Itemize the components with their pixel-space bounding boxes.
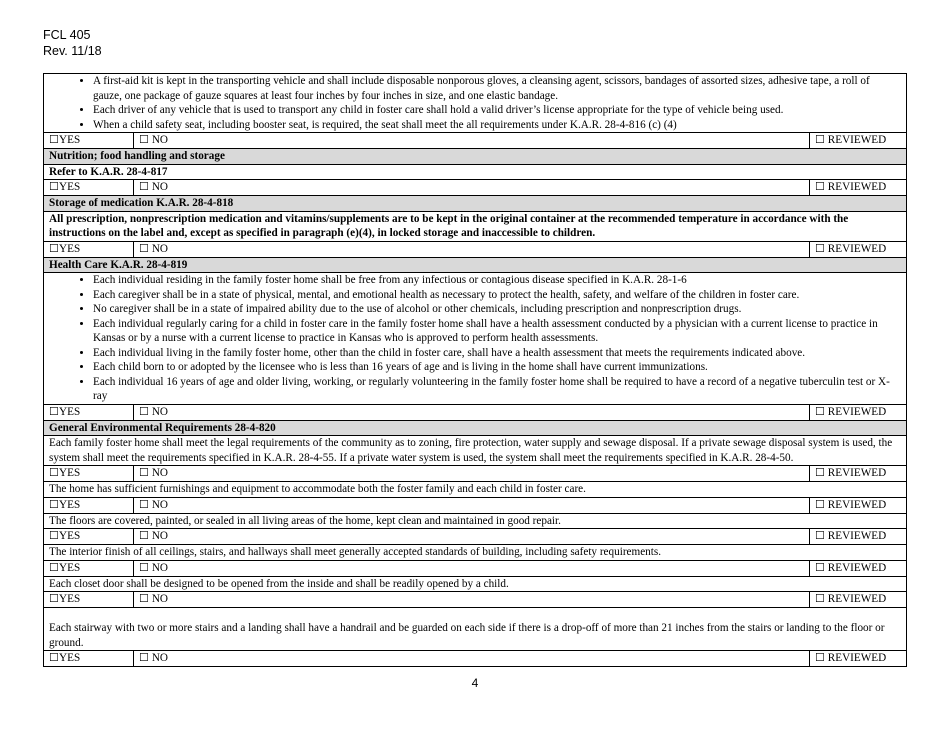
answer-row-health [44, 404, 907, 420]
form-revision: Rev. 11/18 [43, 44, 102, 58]
page-number: 4 [471, 676, 479, 690]
reviewed-checkbox[interactable]: ☐ REVIEWED [809, 241, 906, 257]
yes-checkbox[interactable]: ☐YES [44, 466, 134, 482]
answer-row-furnishings [44, 497, 907, 513]
yes-checkbox[interactable]: ☐YES [44, 241, 134, 257]
section-heading-nutrition: Nutrition; food handling and storage [44, 149, 907, 165]
list-item: • Each individual regularly caring for a child in foster care in the family foster home shall have a health assessment conducted by a physician with a current license to practice in Kansas or by a nurse with a current license to practice in Kansas who is approved to perform health assessments. [93, 317, 901, 346]
answer-row-transport [44, 133, 907, 149]
licensing-checklist-table [43, 73, 907, 667]
environment-item-closet-door: Each closet door shall be designed to be opened from the inside and shall be readily opened by a child. [44, 576, 907, 592]
yes-checkbox[interactable]: ☐YES [44, 529, 134, 545]
health-care-requirements-row [44, 273, 907, 405]
yes-checkbox[interactable]: ☐YES [44, 651, 134, 667]
reviewed-checkbox[interactable]: ☐ REVIEWED [809, 497, 906, 513]
health-bullet-list [49, 273, 901, 404]
transport-bullet-list [49, 74, 901, 132]
no-checkbox[interactable]: ☐ NO [134, 592, 810, 608]
no-checkbox[interactable]: ☐ NO [134, 180, 810, 196]
yes-checkbox[interactable]: ☐YES [44, 404, 134, 420]
transport-requirements-row [44, 74, 907, 133]
section-heading-environment: General Environmental Requirements 28-4-820 [44, 420, 907, 436]
list-item: • A first-aid kit is kept in the transporting vehicle and shall include disposable nonporous gloves, a cleansing agent, scissors, bandages of assorted sizes, adhesive tape, a roll of gauze, one package of gauze squares at least four inches by four inches in size, and one elastic bandage. [93, 74, 901, 103]
no-checkbox[interactable]: ☐ NO [134, 466, 810, 482]
form-header [43, 27, 102, 59]
list-item: • Each driver of any vehicle that is used to transport any child in foster care shall hold a valid driver’s license appropriate for the type of vehicle being used. [93, 103, 901, 118]
section-heading-health-care: Health Care K.A.R. 28-4-819 [44, 257, 907, 273]
nutrition-reference-row: Refer to K.A.R. 28-4-817 [44, 164, 907, 180]
list-item: • Each individual residing in the family foster home shall be free from any infectious or contagious disease specified in K.A.R. 28-1-6 [93, 273, 901, 288]
reviewed-checkbox[interactable]: ☐ REVIEWED [809, 560, 906, 576]
reviewed-checkbox[interactable]: ☐ REVIEWED [809, 133, 906, 149]
form-id: FCL 405 [43, 28, 91, 42]
no-checkbox[interactable]: ☐ NO [134, 497, 810, 513]
no-checkbox[interactable]: ☐ NO [134, 529, 810, 545]
environment-item-stairway: Each stairway with two or more stairs and a landing shall have a handrail and be guarded on each side if there is a drop-off of more than 21 inches from the stairs or landing to the floor or ground. [44, 608, 907, 651]
yes-checkbox[interactable]: ☐YES [44, 497, 134, 513]
answer-row-floors [44, 529, 907, 545]
yes-checkbox[interactable]: ☐YES [44, 180, 134, 196]
medication-requirement-row: All prescription, nonprescription medication and vitamins/supplements are to be kept in the original container at the recommended temperature in accordance with the instructions on the label and, except as specified in paragraph (e)(4), in locked storage and inaccessible to children. [44, 211, 907, 241]
reviewed-checkbox[interactable]: ☐ REVIEWED [809, 592, 906, 608]
no-checkbox[interactable]: ☐ NO [134, 404, 810, 420]
list-item: • No caregiver shall be in a state of impaired ability due to the use of alcohol or other chemicals, including prescription and nonprescription drugs. [93, 302, 901, 317]
answer-row-interior-finish [44, 560, 907, 576]
list-item: • When a child safety seat, including booster seat, is required, the seat shall meet the all requirements under K.A.R. 28-4-816 (c) (4) [93, 118, 901, 133]
reviewed-checkbox[interactable]: ☐ REVIEWED [809, 651, 906, 667]
environment-item-interior-finish: The interior finish of all ceilings, stairs, and hallways shall meet generally accepted standards of building, including safety requirements. [44, 545, 907, 561]
reviewed-checkbox[interactable]: ☐ REVIEWED [809, 404, 906, 420]
yes-checkbox[interactable]: ☐YES [44, 560, 134, 576]
answer-row-medication [44, 241, 907, 257]
no-checkbox[interactable]: ☐ NO [134, 560, 810, 576]
list-item: • Each child born to or adopted by the licensee who is less than 16 years of age and is living in the home shall have current immunizations. [93, 360, 901, 375]
environment-item-floors: The floors are covered, painted, or sealed in all living areas of the home, kept clean and maintained in good repair. [44, 513, 907, 529]
list-item: • Each individual 16 years of age and older living, working, or regularly volunteering in the family foster home shall be required to have a record of a negative tuberculin test or X-ray [93, 375, 901, 404]
answer-row-nutrition [44, 180, 907, 196]
no-checkbox[interactable]: ☐ NO [134, 651, 810, 667]
section-heading-medication: Storage of medication K.A.R. 28-4-818 [44, 196, 907, 212]
answer-row-stairway [44, 651, 907, 667]
no-checkbox[interactable]: ☐ NO [134, 241, 810, 257]
yes-checkbox[interactable]: ☐YES [44, 592, 134, 608]
list-item: • Each individual living in the family foster home, other than the child in foster care, shall have a health assessment that meets the requirements indicated above. [93, 346, 901, 361]
environment-intro-row: Each family foster home shall meet the legal requirements of the community as to zoning, fire protection, water supply and sewage disposal. If a private sewage disposal system is used, the system shall meet the requirements specified in K.A.R. 28-4-55. If a private water system is used, the system shall meet the requirements specified in K.A.R. 28-4-50. [44, 436, 907, 466]
yes-checkbox[interactable]: ☐YES [44, 133, 134, 149]
answer-row-environment-intro [44, 466, 907, 482]
reviewed-checkbox[interactable]: ☐ REVIEWED [809, 529, 906, 545]
environment-item-furnishings: The home has sufficient furnishings and equipment to accommodate both the foster family and each child in foster care. [44, 482, 907, 498]
no-checkbox[interactable]: ☐ NO [134, 133, 810, 149]
reviewed-checkbox[interactable]: ☐ REVIEWED [809, 180, 906, 196]
answer-row-closet-door [44, 592, 907, 608]
reviewed-checkbox[interactable]: ☐ REVIEWED [809, 466, 906, 482]
list-item: • Each caregiver shall be in a state of physical, mental, and emotional health as necessary to protect the health, safety, and welfare of the children in foster care. [93, 288, 901, 303]
